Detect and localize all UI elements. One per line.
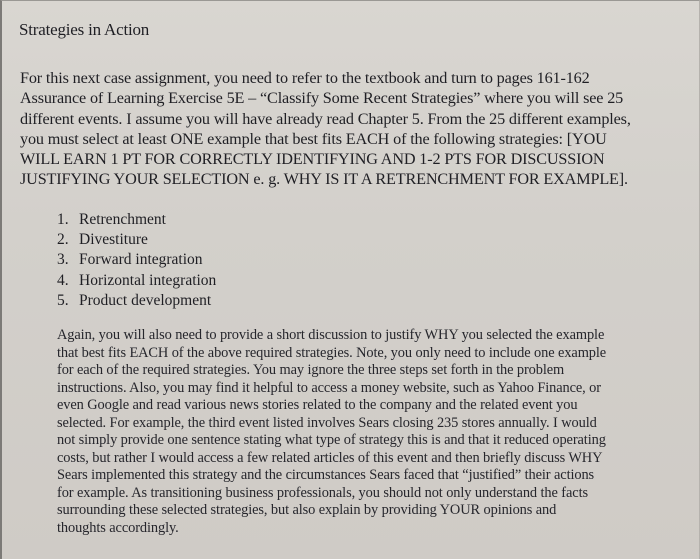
text-line: selected. For example, the third event listed involves Sears closing 235 stores annually. I would bbox=[57, 414, 597, 431]
text-line: Again, you will also need to provide a short discussion to justify WHY you selected the example bbox=[57, 327, 605, 343]
list-item-label: Retrenchment bbox=[79, 211, 166, 228]
list-item-label: Divestiture bbox=[79, 231, 148, 249]
list-item bbox=[57, 271, 216, 291]
text-line: costs, but rather I would access a few related articles of this event and then briefly discuss WHY bbox=[57, 449, 603, 466]
list-item-number: 1. bbox=[57, 211, 69, 228]
list-item-number: 3. bbox=[57, 251, 69, 269]
text-line: even Google and read various news stories related to the company and the related event you bbox=[57, 397, 578, 413]
text-line: Sears implemented this strategy and the circumstances Sears faced that “justified” their actions bbox=[57, 467, 595, 483]
list-item bbox=[57, 291, 216, 311]
text-line: JUSTIFYING YOUR SELECTION e. g. WHY IS IT A RETRENCHMENT FOR EXAMPLE]. bbox=[20, 170, 628, 189]
text-line: for example. As transitioning business professionals, you should not only understand the facts bbox=[57, 484, 588, 501]
text-line: instructions. Also, you may find it helpful to access a money website, such as Yahoo Finance, or bbox=[57, 379, 601, 396]
list-item bbox=[57, 230, 216, 250]
text-line: thoughts accordingly. bbox=[57, 519, 179, 536]
text-line: Assurance of Learning Exercise 5E – “Classify Some Recent Strategies” where you will see 25 bbox=[20, 89, 624, 108]
list-item-label: Product development bbox=[79, 291, 212, 309]
list-item-number: 5. bbox=[57, 291, 69, 309]
text-line: WILL EARN 1 PT FOR CORRECTLY IDENTIFYING AND 1-2 PTS FOR DISCUSSION bbox=[20, 150, 605, 169]
assignment-instructions bbox=[20, 68, 688, 190]
list-item-number: 2. bbox=[57, 231, 69, 249]
list-item-number: 4. bbox=[57, 271, 69, 289]
text-line: surrounding these selected strategies, but also explain by providing YOUR opinions and bbox=[57, 502, 557, 518]
list-item bbox=[57, 250, 216, 270]
strategy-list bbox=[57, 210, 216, 311]
list-item bbox=[57, 210, 216, 230]
text-line: that best fits EACH of the above required strategies. Note, you only need to include one example bbox=[57, 344, 607, 361]
discussion-instructions bbox=[57, 327, 697, 537]
list-item-label: Forward integration bbox=[79, 251, 203, 269]
text-line: different events. I assume you will have already read Chapter 5. From the 25 different examples, bbox=[20, 109, 631, 128]
text-line: For this next case assignment, you need to refer to the textbook and turn to pages 161-162 bbox=[20, 69, 590, 87]
text-line: not simply provide one sentence stating what type of strategy this is and that it reduced operating bbox=[57, 432, 606, 448]
list-item-label: Horizontal integration bbox=[79, 271, 217, 289]
text-line: you must select at least ONE example that best fits EACH of the following strategies: [YOU bbox=[20, 129, 607, 148]
page-title: Strategies in Action bbox=[19, 20, 150, 39]
text-line: for each of the required strategies. You may ignore the three steps set forth in the problem bbox=[57, 362, 565, 378]
